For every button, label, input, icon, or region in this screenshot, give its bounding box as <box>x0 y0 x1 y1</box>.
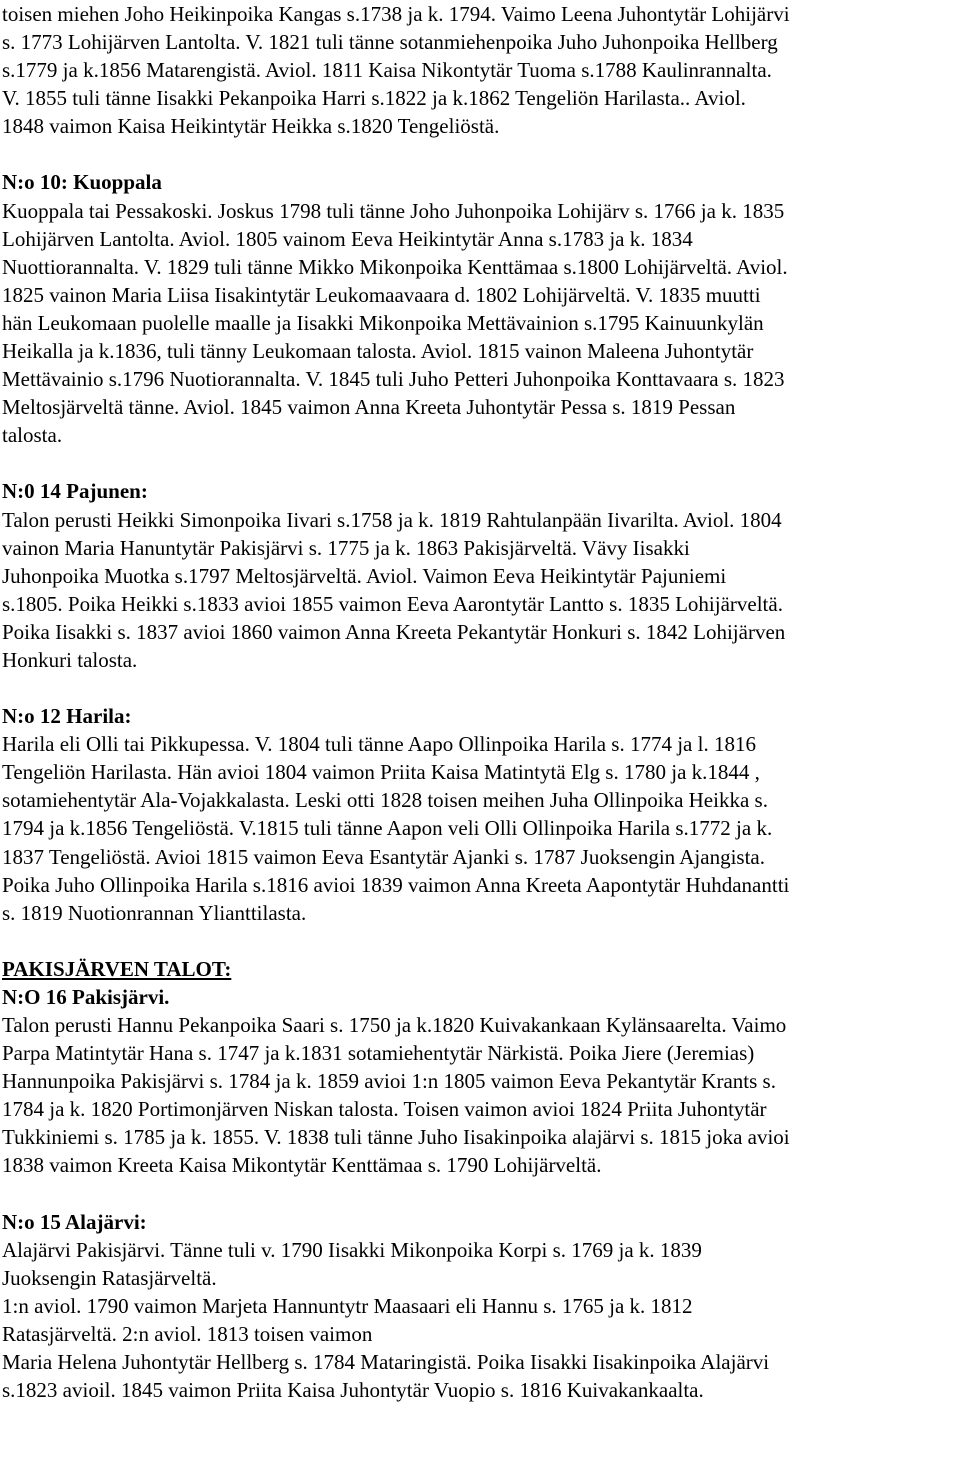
text-line: sotamiehentytär Ala-Vojakkalasta. Leski otti 1828 toisen meihen Juha Ollinpoika Heikka s. <box>2 788 768 813</box>
text-line: Heikalla ja k.1836, tuli tänny Leukomaan talosta. Aviol. 1815 vainon Maleena Juhontytär <box>2 339 754 364</box>
text-line: Meltosjärveltä tänne. Aviol. 1845 vaimon Anna Kreeta Juhontytär Pessa s. 1819 Pessan <box>2 395 736 420</box>
text-line: talosta. <box>2 423 63 448</box>
section-harila <box>2 702 956 927</box>
text-line: Poika Iisakki s. 1837 avioi 1860 vaimon Anna Kreeta Pekantytär Honkuri s. 1842 Lohijärven <box>2 619 786 644</box>
text-line: Mettävainio s.1796 Nuotiorannalta. V. 1845 tuli Juho Petteri Juhonpoika Konttavaara s. 1823 <box>2 367 785 392</box>
text-line: 1838 vaimon Kreeta Kaisa Mikontytär Kenttämaa s. 1790 Lohijärveltä. <box>2 1153 602 1178</box>
text-line: Ratasjärveltä. 2:n aviol. 1813 toisen vaimon <box>2 1321 373 1346</box>
text-line: 1825 vainon Maria Liisa Iisakintytär Leukomaavaara d. 1802 Lohijärveltä. V. 1835 muutti <box>2 282 761 307</box>
part-pakisjarven-talot <box>2 955 956 1404</box>
text-line: Juhonpoika Muotka s.1797 Meltosjärveltä. Aviol. Vaimon Eeva Heikintytär Pajuniemi <box>2 563 727 588</box>
text-line: Tengeliön Harilasta. Hän avioi 1804 vaimon Priita Kaisa Matintytä Elg s. 1780 ja k.1844 , <box>2 760 760 785</box>
section-heading: N:o 12 Harila: <box>2 704 132 729</box>
text-line: Tukkiniemi s. 1785 ja k. 1855. V. 1838 tuli tänne Juho Iisakinpoika alajärvi s. 1815 joka avioi <box>2 1125 790 1150</box>
text-line: Nuottiorannalta. V. 1829 tuli tänne Mikko Mikonpoika Kenttämaa s.1800 Lohijärveltä. Aviol. <box>2 254 788 279</box>
text-line: s. 1819 Nuotionrannan Ylianttilasta. <box>2 900 307 925</box>
section-pajunen <box>2 477 956 674</box>
text-line: toisen miehen Joho Heikinpoika Kangas s.1738 ja k. 1794. Vaimo Leena Juhontytär Lohijärvi <box>2 2 790 26</box>
intro-paragraph <box>2 0 956 140</box>
section-heading: N:0 14 Pajunen: <box>2 479 148 504</box>
section-heading: N:o 15 Alajärvi: <box>2 1209 147 1234</box>
text-line: Honkuri talosta. <box>2 647 138 672</box>
section-pakisjarvi <box>2 983 956 1180</box>
text-line: Maria Helena Juhontytär Hellberg s. 1784 Mataringistä. Poika Iisakki Iisakinpoika Alajärvi <box>2 1350 770 1375</box>
text-line: V. 1855 tuli tänne Iisakki Pekanpoika Harri s.1822 ja k.1862 Tengeliön Harilasta.. Aviol. <box>2 86 746 111</box>
section-kuoppala <box>2 168 956 449</box>
section-alajarvi <box>2 1208 956 1405</box>
text-line: s.1805. Poika Heikki s.1833 avioi 1855 vaimon Eeva Aarontytär Lantto s. 1835 Lohijärveltä. <box>2 591 783 616</box>
text-line: hän Leukomaan puolelle maalle ja Iisakki Mikonpoika Mettävainion s.1795 Kainuunkylän <box>2 310 764 335</box>
document-page <box>2 0 956 1404</box>
text-line: Talon perusti Heikki Simonpoika Iivari s.1758 ja k. 1819 Rahtulanpään Iivarilta. Aviol. 1804 <box>2 507 782 532</box>
text-line: Juoksengin Ratasjärveltä. <box>2 1265 217 1290</box>
text-line: vainon Maria Hanuntytär Pakisjärvi s. 1775 ja k. 1863 Pakisjärveltä. Vävy Iisakki <box>2 535 690 560</box>
text-line: Parpa Matintytär Hana s. 1747 ja k.1831 sotamiehentytär Närkistä. Poika Jiere (Jeremias) <box>2 1041 755 1066</box>
text-line: Harila eli Olli tai Pikkupessa. V. 1804 tuli tänne Aapo Ollinpoika Harila s. 1774 ja l. 1816 <box>2 732 756 757</box>
text-line: Lohijärven Lantolta. Aviol. 1805 vainom Eeva Heikintytär Anna s.1783 ja k. 1834 <box>2 226 693 251</box>
text-line: 1837 Tengeliöstä. Avioi 1815 vaimon Eeva Esantytär Ajanki s. 1787 Juoksengin Ajangista. <box>2 844 765 869</box>
text-line: s. 1773 Lohijärven Lantolta. V. 1821 tuli tänne sotanmiehenpoika Juho Juhonpoika Hellberg <box>2 30 778 55</box>
text-line: 1848 vaimon Kaisa Heikintytär Heikka s.1820 Tengeliöstä. <box>2 114 500 139</box>
text-line: 1:n aviol. 1790 vaimon Marjeta Hannuntytr Maasaari eli Hannu s. 1765 ja k. 1812 <box>2 1293 693 1318</box>
section-heading: N:o 10: Kuoppala <box>2 170 162 195</box>
section-heading: N:O 16 Pakisjärvi. <box>2 984 170 1009</box>
text-line: Hannunpoika Pakisjärvi s. 1784 ja k. 1859 avioi 1:n 1805 vaimon Eeva Pekantytär Krants s. <box>2 1069 776 1094</box>
text-line: s.1823 avioil. 1845 vaimon Priita Kaisa Juhontytär Vuopio s. 1816 Kuivakankaalta. <box>2 1378 704 1403</box>
text-line: Kuoppala tai Pessakoski. Joskus 1798 tuli tänne Joho Juhonpoika Lohijärv s. 1766 ja k. 1835 <box>2 198 785 223</box>
text-line: Alajärvi Pakisjärvi. Tänne tuli v. 1790 Iisakki Mikonpoika Korpi s. 1769 ja k. 1839 <box>2 1237 702 1262</box>
text-line: Poika Juho Ollinpoika Harila s.1816 avioi 1839 vaimon Anna Kreeta Aapontytär Huhdanantti <box>2 872 790 897</box>
text-line: 1794 ja k.1856 Tengeliöstä. V.1815 tuli tänne Aapon veli Olli Ollinpoika Harila s.1772 ja k. <box>2 816 773 841</box>
text-line: 1784 ja k. 1820 Portimonjärven Niskan talosta. Toisen vaimon avioi 1824 Priita Juhontytär <box>2 1097 767 1122</box>
text-line: s.1779 ja k.1856 Matarengistä. Aviol. 1811 Kaisa Nikontytär Tuoma s.1788 Kaulinrannalta. <box>2 58 772 83</box>
part-title: PAKISJÄRVEN TALOT: <box>2 956 232 981</box>
text-line: Talon perusti Hannu Pekanpoika Saari s. 1750 ja k.1820 Kuivakankaan Kylänsaarelta. Vaimo <box>2 1013 787 1037</box>
